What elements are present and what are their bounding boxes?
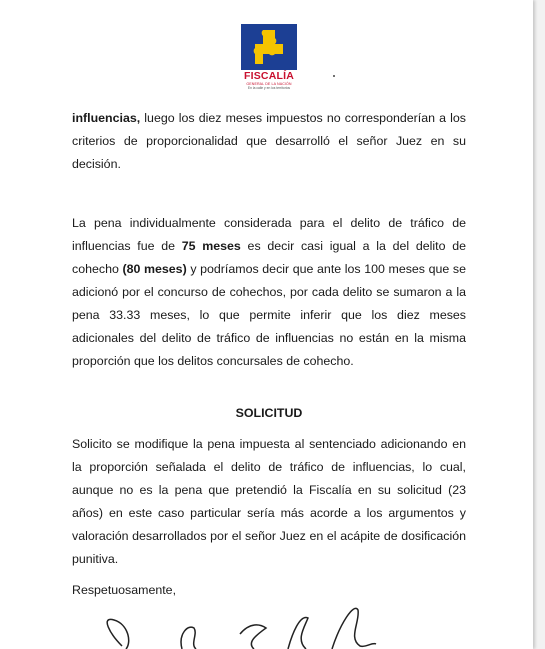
section-heading: SOLICITUD [235, 406, 303, 420]
p2-part3: y podríamos decir que ante los 100 meses que se adicionó por el concurso de cohechos, por cada delito se sumaron a la pena 33.33 meses, lo que permite inferir que los diez meses adicionales del delito de tráfico de influencias no están en la misma proporción que los delitos concursales de cohecho. [72, 262, 466, 368]
fiscalia-logo [237, 24, 301, 90]
logo-emblem [241, 24, 297, 70]
p2-bold2: (80 meses) [122, 262, 187, 276]
p2-bold1: 75 meses [181, 239, 241, 253]
p2-part2: es decir casi igual a la del delito de cohecho [72, 239, 466, 276]
logo-name: FISCALÍA [243, 70, 294, 82]
logo-tagline: En la calle y en los territorios [247, 86, 291, 90]
logo-subtitle: GENERAL DE LA NACIÓN [246, 82, 292, 86]
bold-lead: influencias, [72, 111, 141, 125]
signature [70, 594, 390, 649]
paragraph-2 [72, 212, 466, 373]
puzzle-shape [254, 30, 283, 64]
paragraph-1 [72, 107, 466, 176]
puzzle-icon [241, 24, 297, 70]
paragraph-1-text: luego los diez meses impuestos no corresponderían a los criterios de proporcionalidad que desarrolló el señor Juez en su decisión. [72, 111, 466, 171]
p2-part1: La pena individualmente considerada para el delito de tráfico de influencias fue de [72, 216, 466, 253]
paragraph-3: Solicito se modifique la pena impuesta al sentenciado adicionando en la proporción señalada el delito de tráfico de influencias, lo cual, aunque no es la pena que pretendió la Fiscalía en su solicitud (23 años) en este caso particular sería más acorde a los argumentos y valoración desarrollados por el señor Juez en el acápite de dosificación punitiva. [72, 437, 466, 566]
stray-mark [333, 75, 335, 77]
closing-salutation: Respetuosamente, [72, 583, 177, 597]
